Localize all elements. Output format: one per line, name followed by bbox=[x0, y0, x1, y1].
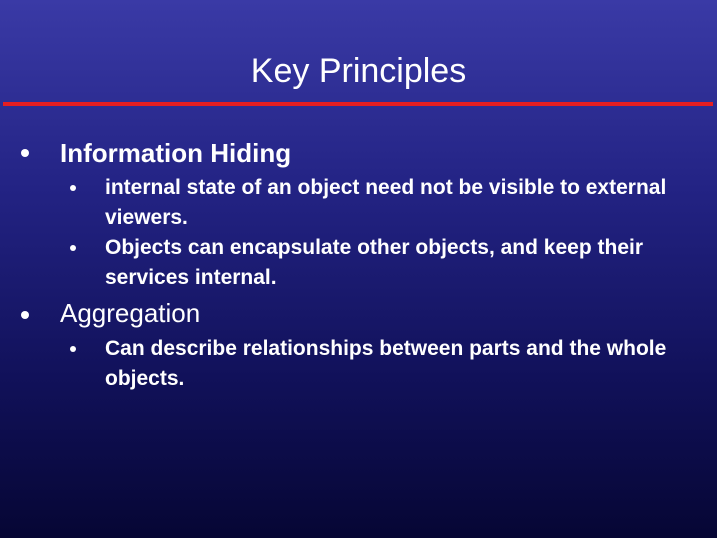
point-encapsulate: Objects can encapsulate other objects, and keep their services internal. bbox=[105, 236, 644, 289]
point-internal-state: internal state of an object need not be visible to external viewers. bbox=[105, 176, 667, 229]
section-heading-information-hiding: Information Hiding bbox=[60, 138, 292, 168]
bullet-icon bbox=[21, 311, 29, 319]
slide-title: Key Principles bbox=[250, 52, 467, 90]
sub-bullet-icon bbox=[70, 346, 76, 352]
title-divider bbox=[3, 102, 713, 106]
bullet-icon bbox=[21, 149, 29, 157]
point-relationships: Can describe relationships between parts and the whole objects. bbox=[105, 337, 667, 390]
section-heading-aggregation: Aggregation bbox=[60, 298, 201, 328]
sub-bullet-icon bbox=[70, 185, 76, 191]
sub-bullet-icon bbox=[70, 245, 76, 251]
